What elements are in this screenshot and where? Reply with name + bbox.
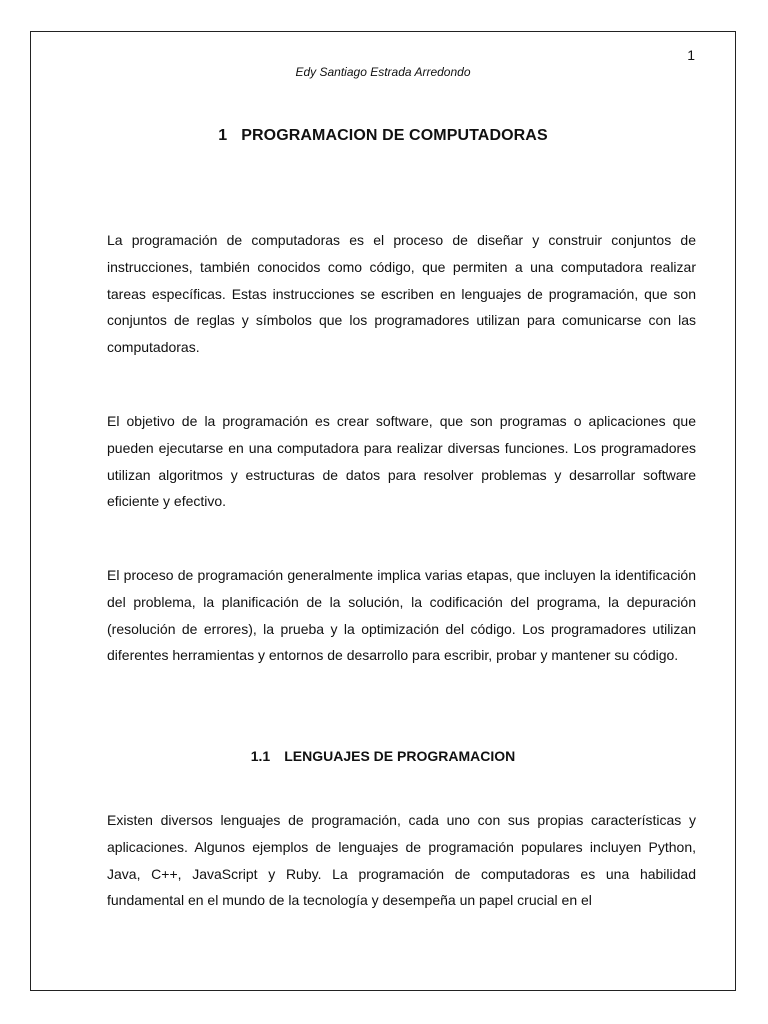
subsection-heading (31, 748, 735, 764)
section-number: 1 (218, 127, 228, 144)
section-heading (31, 127, 735, 145)
subsection-number: 1.1 (250, 748, 271, 764)
page-header-author: Edy Santiago Estrada Arredondo (295, 65, 471, 79)
document-page (30, 31, 736, 991)
page-number: 1 (687, 47, 695, 63)
body-paragraph: La programación de computadoras es el proceso de diseñar y construir conjuntos de instrucciones, también conocidos como código, que permiten a una computadora realizar tareas específicas. Estas instrucciones se escriben en lenguajes de programación, que son conjuntos de reglas y símbolos que los programadores utilizan para comunicarse con las computadoras. (107, 232, 696, 356)
body-paragraph: Existen diversos lenguajes de programación, cada uno con sus propias características y aplicaciones. Algunos ejemplos de lenguajes de programación populares incluyen Python, Java, C++, JavaScript y Ruby. La programación de computadoras es una habilidad fundamental en el mundo de la tecnología y desempeña un papel crucial en el (107, 812, 696, 909)
body-paragraph: El proceso de programación generalmente implica varias etapas, que incluyen la identificación del problema, la planificación de la solución, la codificación del programa, la depuración (resolución de errores), la prueba y la optimización del código. Los programadores utilizan diferentes herramientas y entornos de desarrollo para escribir, probar y mantener su código. (107, 567, 696, 664)
body-paragraph: El objetivo de la programación es crear software, que son programas o aplicaciones que pueden ejecutarse en una computadora para realizar diversas funciones. Los programadores utilizan algoritmos y estructuras de datos para resolver problemas y desarrollar software eficiente y efectivo. (107, 413, 696, 510)
section-title: PROGRAMACION DE COMPUTADORAS (241, 127, 548, 144)
subsection-title: LENGUAJES DE PROGRAMACION (284, 748, 516, 764)
